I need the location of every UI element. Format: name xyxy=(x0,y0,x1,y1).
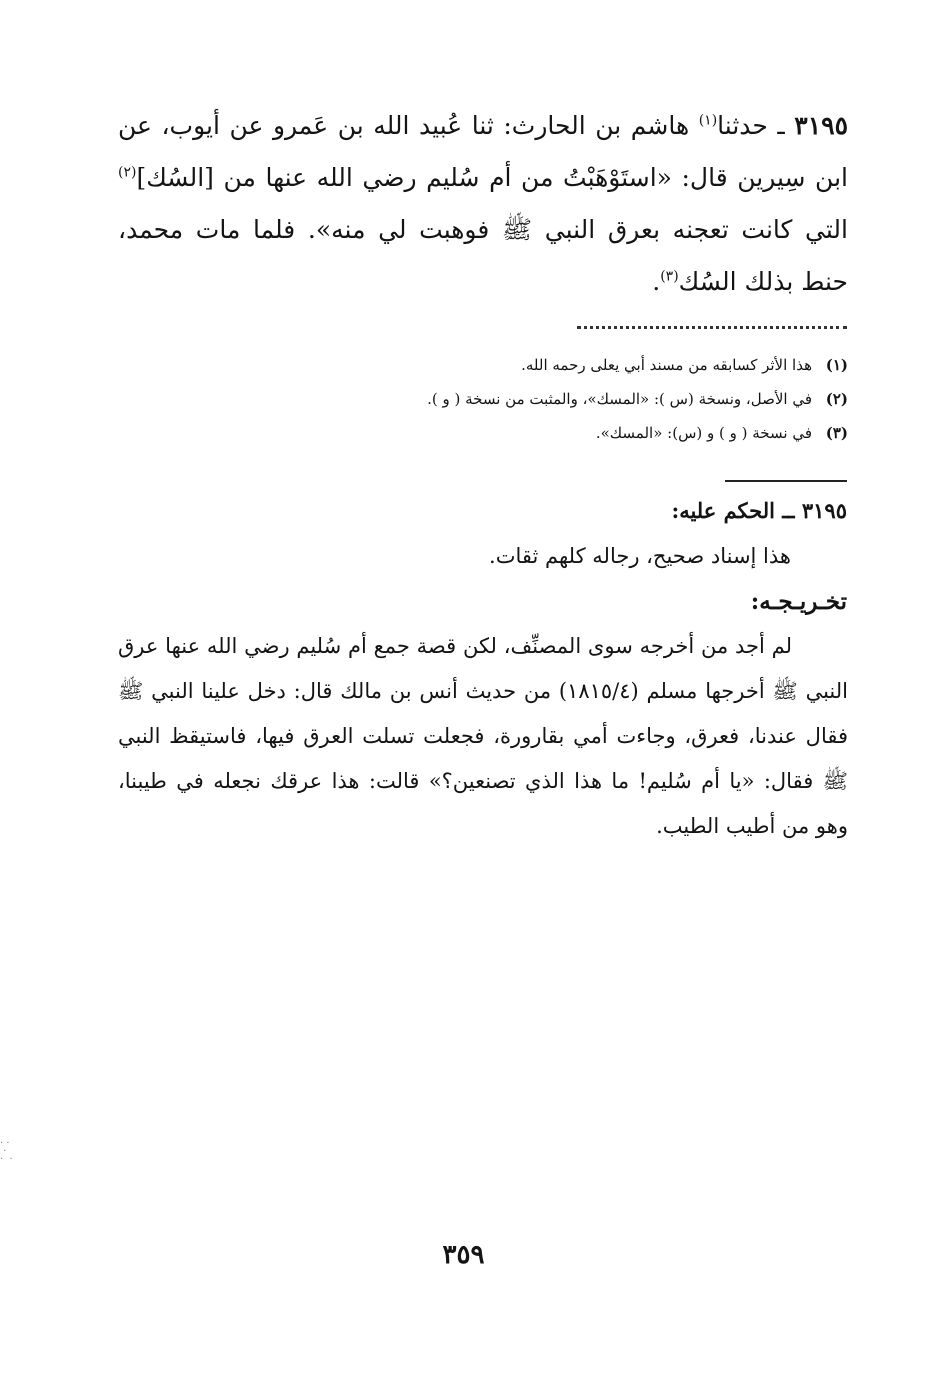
footnote-ref-3: (٣) xyxy=(660,268,679,285)
hadith-text-part-4: . xyxy=(652,267,661,296)
hadith-text-part-2: هاشم بن الحارث: ثنا عُبيد الله بن عَمرو عن أيوب، عن ابن سِيرين قال: «استَوْهَبْتُ من أم سُليم رضي الله عنها من [السُك] xyxy=(118,111,848,192)
hadith-text-part-1: حدثنا xyxy=(717,111,768,140)
footnotes-list xyxy=(118,348,848,450)
footnote-text: في نسخة ( و ) و (س): «المسك». xyxy=(595,424,812,442)
takhrij-heading: تخـريـجـه: xyxy=(750,588,847,615)
hadith-text-part-3: التي كانت تعجنه بعرق النبي ﷺ فوهبت لي منه». فلما مات محمد، حنط بذلك السُك xyxy=(118,215,848,296)
hadith-number: ٣١٩٥ xyxy=(794,111,848,140)
ruling-heading: ٣١٩٥ ــ الحكم عليه: xyxy=(671,498,847,523)
footnote-item xyxy=(118,382,848,416)
footnote-number: (٣) xyxy=(825,424,848,442)
footnote-number: (٢) xyxy=(825,390,848,408)
footnote-ref-1: (١) xyxy=(698,112,718,129)
footnote-number: (١) xyxy=(825,356,848,374)
section-divider xyxy=(725,480,847,482)
footnote-ref-2: (٢) xyxy=(118,164,137,181)
page-number: ٣٥٩ xyxy=(442,1240,485,1270)
takhrij-text: لم أجد من أخرجه سوى المصنِّف، لكن قصة جمع أم سُليم رضي الله عنها عرق النبي ﷺ أخرجها مسلم (١٨١٥/٤) من حديث أنس بن مالك قال: دخل علينا النبي ﷺ فقال عندنا، فعرق، وجاءت أمي بقارورة، فجعلت تسلت العرق فيها، فاستيقظ النبي ﷺ فقال: «يا أم سُليم! ما هذا الذي تصنعين؟» قالت: هذا عرقك نجعله في طيبنا، وهو من أطيب الطيب. xyxy=(118,634,848,838)
ruling-text: هذا إسناد صحيح، رجاله كلهم ثقات. xyxy=(489,544,791,568)
hadith-dash: ـ xyxy=(767,111,795,140)
footnote-text: هذا الأثر كسابقه من مسند أبي يعلى رحمه الله. xyxy=(521,356,812,374)
scan-speck: · · · · · xyxy=(0,1138,13,1165)
footnote-item xyxy=(118,348,848,382)
footnote-text: في الأصل، ونسخة (س ): «المسك»، والمثبت من نسخة ( و ). xyxy=(427,390,812,408)
footnote-separator xyxy=(577,318,847,329)
hadith-text xyxy=(118,100,848,308)
footnote-item xyxy=(118,416,848,450)
